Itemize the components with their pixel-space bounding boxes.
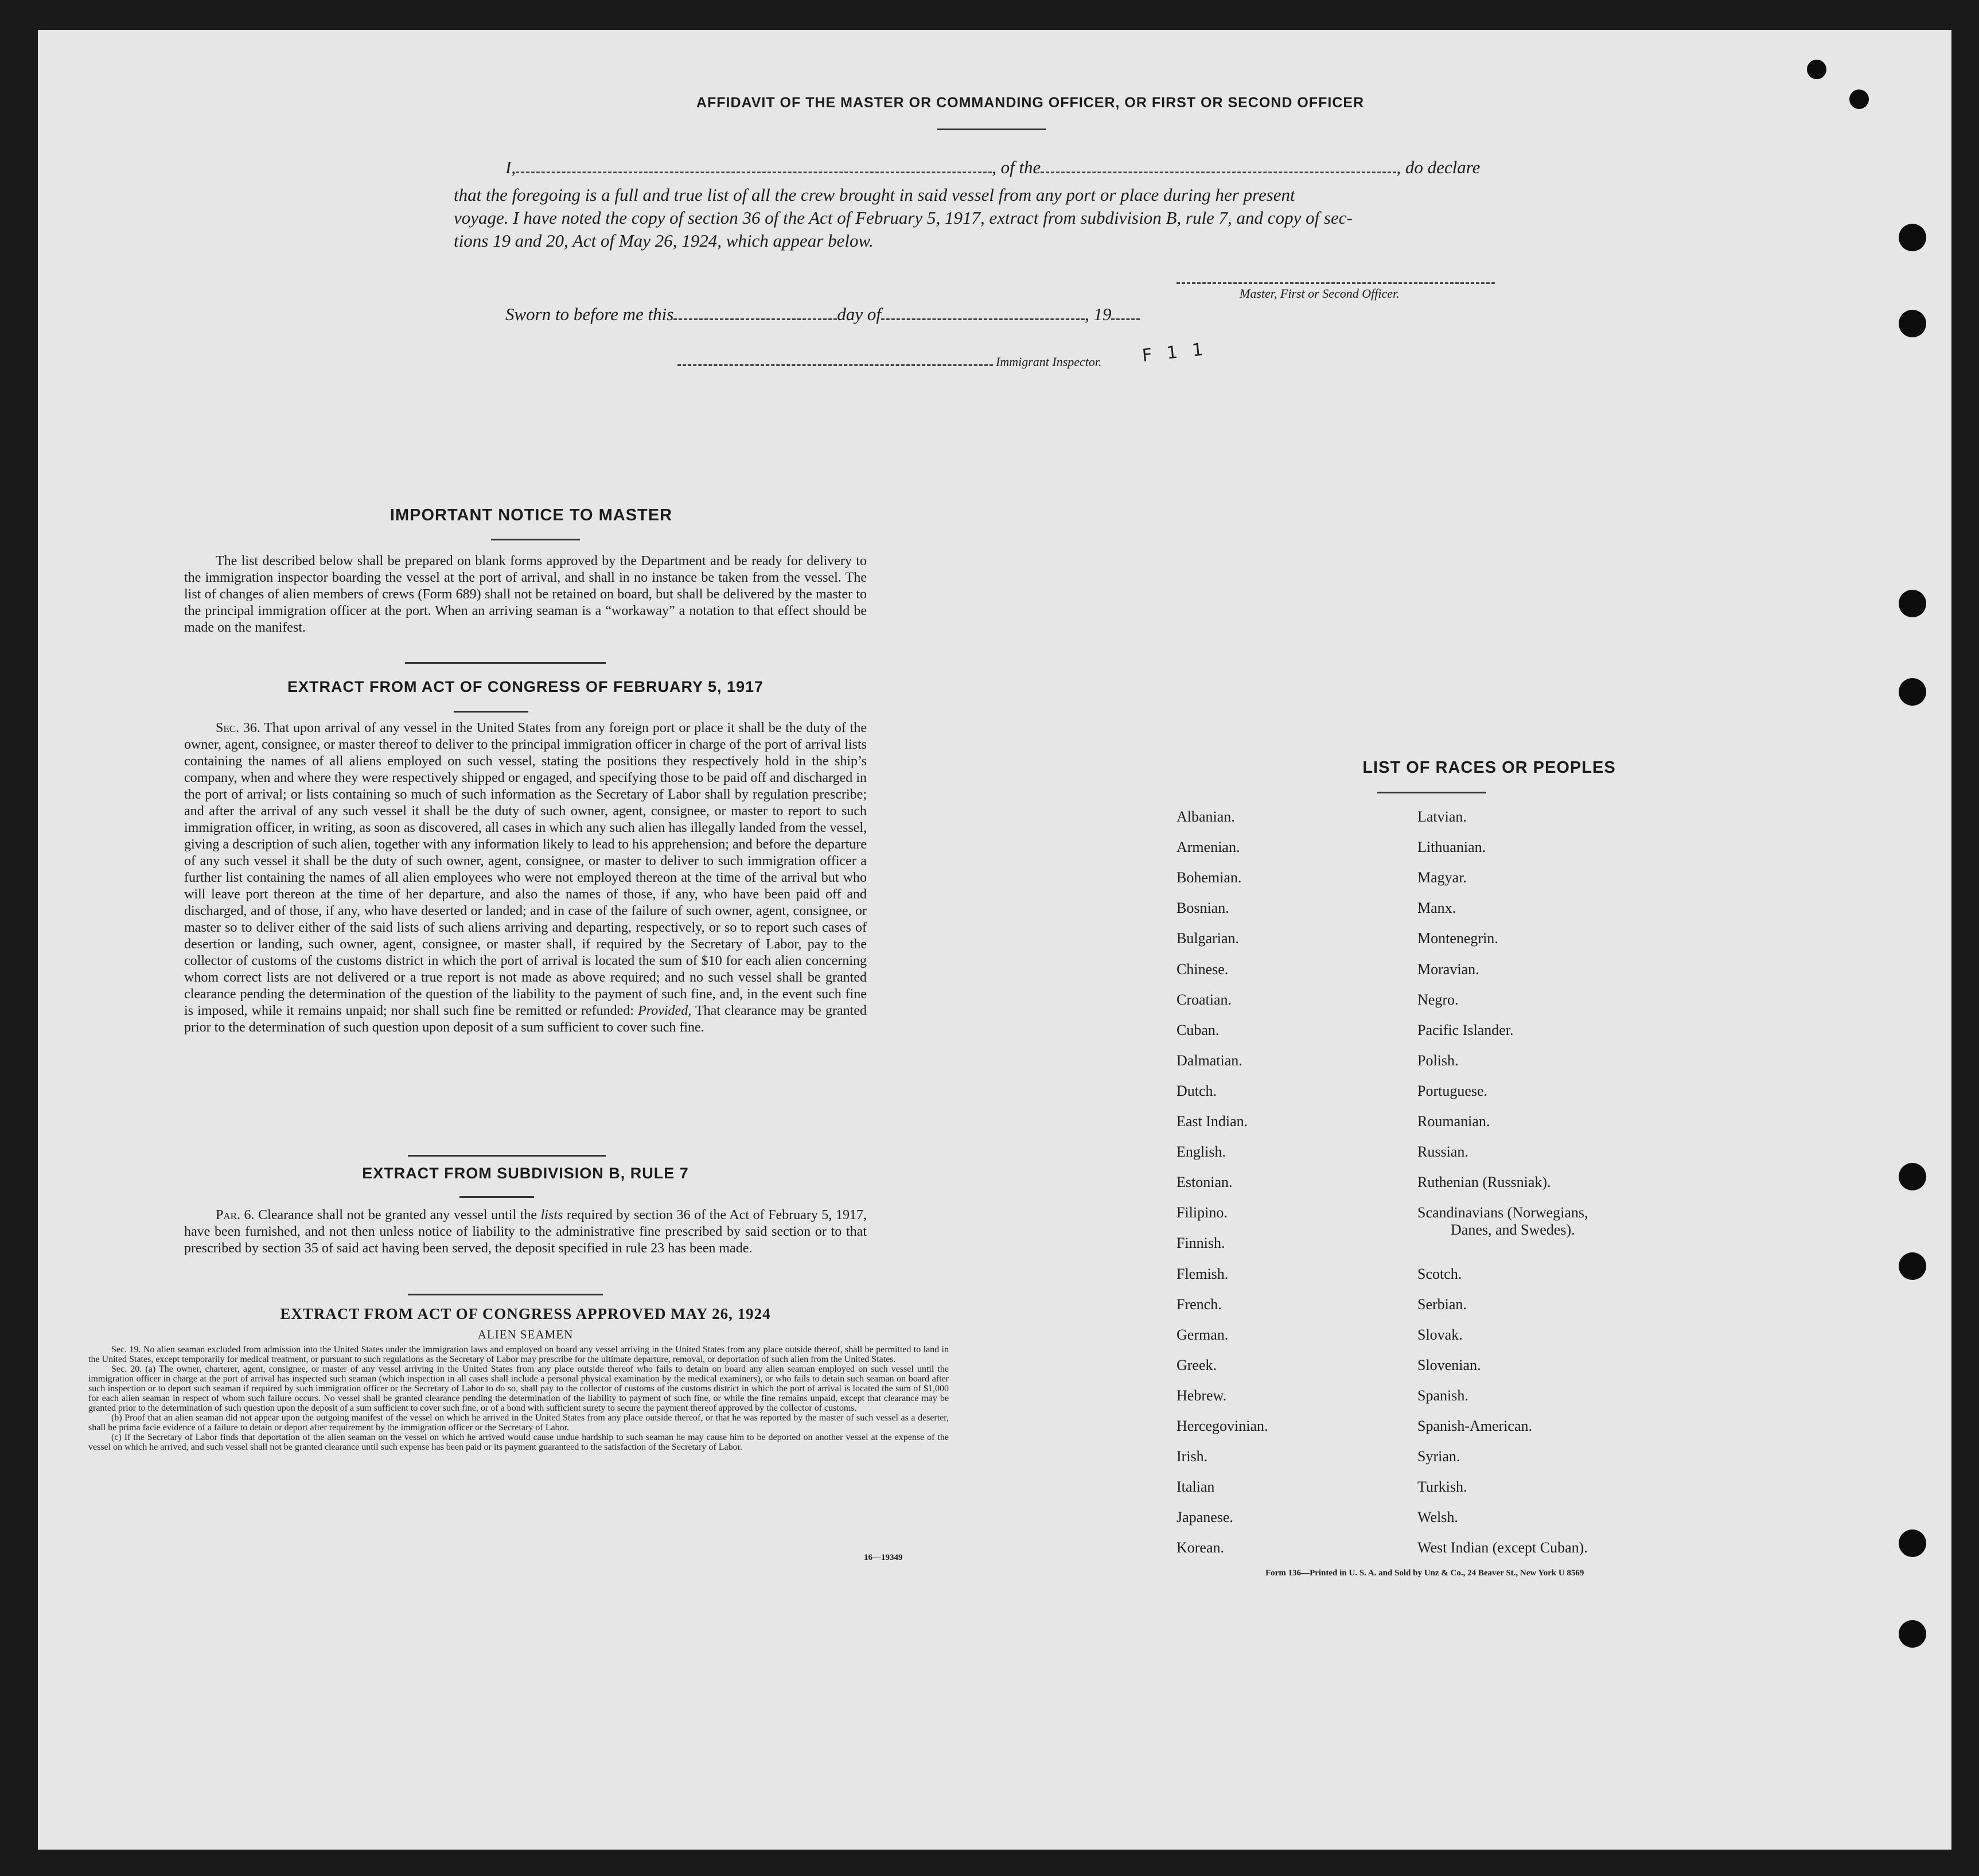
sec36-label: Sec. 36. xyxy=(216,721,260,735)
race-right-item: Pacific Islander. xyxy=(1417,1021,1514,1038)
declaration-text xyxy=(454,184,1567,252)
races-underline xyxy=(1377,792,1486,793)
race-right-item: Russian. xyxy=(1417,1143,1468,1161)
race-left-item: Dalmatian. xyxy=(1177,1052,1242,1069)
race-left-item: French. xyxy=(1177,1295,1222,1313)
race-right-item: Turkish. xyxy=(1417,1478,1467,1496)
race-left-item: German. xyxy=(1177,1326,1229,1343)
race-left-item: Greek. xyxy=(1177,1356,1217,1373)
binder-hole-3 xyxy=(1899,224,1926,251)
race-right-item: Latvian. xyxy=(1417,808,1467,825)
race-left-item: English. xyxy=(1177,1143,1226,1161)
extract1924-title: EXTRACT FROM ACT OF CONGRESS APPROVED MAY 26, 1924 xyxy=(280,1305,771,1322)
race-left-item: Finnish. xyxy=(1177,1235,1225,1252)
race-left-item: Cuban. xyxy=(1177,1021,1220,1038)
notice-underline xyxy=(491,539,580,540)
do-declare-label: , do declare xyxy=(1396,157,1481,177)
race-left-item: Italian xyxy=(1177,1478,1215,1496)
race-left-item: Croatian. xyxy=(1177,991,1232,1008)
rule7-title: EXTRACT FROM SUBDIVISION B, RULE 7 xyxy=(362,1165,689,1182)
declaration-text-line2: voyage. I have noted the copy of section 36 of the Act of February 5, 1917, extract from subdivision B, rule 7, and copy of sec- xyxy=(454,208,1353,228)
rule7-text-2: required by section 36 of the Act of February 5, 1917, have been furnished, and not then unless notice of liability to the administrative fine prescribed by said section or to that prescribed by section 35 of said act having been served, the deposit specified in rule 23 has been made. xyxy=(184,1208,867,1256)
race-left-item: Bohemian. xyxy=(1177,869,1242,886)
notice-body-text: The list described below shall be prepared on blank forms approved by the Department and be ready for delivery to the immigration inspector boarding the vessel at the port of arrival, and shall in no instance be taken from the vessel. The list of changes of alien members of crews (Form 689) shall not be retained on board, but shall be delivered by the master to the principal immigration officer at the port. When an arriving seaman is a “workaway” a notation to that effect should be made on the manifest. xyxy=(184,554,867,635)
i-label: I, xyxy=(505,157,516,177)
sec20a-text: Sec. 20. (a) The owner, charterer, agent, consignee, or master of any vessel arriving in the United States from any place outside thereof who fails to detain on board any alien seaman employed on such vessel until the immigration officer in charge at the port of arrival has inspected such seaman (which inspection in all cases shall include a personal physical examination by the medical examiners), or who fails to detain such seaman on board after such inspection or to deport such seaman if required by such immigration officer or the Secretary of Labor to do so, shall pay to the collector of customs of the customs district in which the port of arrival is located the sum of $1,000 for each alien seaman in respect of whom such failure occurs. No vessel shall be granted clearance pending the determination of the liability to payment of such fine, or while the fine remains unpaid, except that clearance may be granted prior to the determination of such question upon the deposit of a sum sufficient to cover such fine, or of a bond with sufficient surety to secure the payment thereof approved by the collector of customs. xyxy=(88,1364,949,1413)
day-of-label: day of xyxy=(837,304,881,324)
race-left-item: Korean. xyxy=(1177,1539,1225,1556)
binder-hole-1 xyxy=(1807,60,1826,79)
rule7-divider xyxy=(408,1294,603,1295)
race-left-item: Estonian. xyxy=(1177,1174,1233,1191)
vessel-blank[interactable] xyxy=(1041,172,1396,173)
race-left-item: Hercegovinian. xyxy=(1177,1418,1268,1434)
sworn-day-blank[interactable] xyxy=(673,318,837,320)
sec19-text: Sec. 19. No alien seaman excluded from admission into the United States under the immigration laws and employed on board any vessel arriving in the United States from any place outside thereof, shall be permitted to land in the United States, except temporarily for medical treatment, or pursuant to such regulations as the Secretary of Labor may prescribe for the ultimate departure, removal, or deportation of such alien from the United States. xyxy=(88,1345,949,1364)
extract1917-body xyxy=(184,720,867,1036)
binder-hole-4 xyxy=(1899,310,1926,337)
sworn-line xyxy=(505,304,1140,325)
affidavit-title: AFFIDAVIT OF THE MASTER OR COMMANDING OFFICER, OR FIRST OR SECOND OFFICER xyxy=(696,95,1365,111)
race-left-item: East Indian. xyxy=(1177,1113,1248,1130)
par6-label: Par. 6. xyxy=(216,1208,255,1223)
of-the-label: , of the xyxy=(992,157,1041,177)
sec36-end-text: That clearance may be granted prior to the determination of such question upon deposit of a sum sufficient to cover such fine. xyxy=(184,1003,867,1035)
race-left-item: Albanian. xyxy=(1177,808,1235,825)
lists-word: lists xyxy=(540,1208,563,1223)
race-left-item: Irish. xyxy=(1177,1448,1208,1465)
notice-title: IMPORTANT NOTICE TO MASTER xyxy=(389,506,673,524)
race-right-item: Syrian. xyxy=(1417,1448,1460,1465)
master-signature-label: Master, First or Second Officer. xyxy=(1240,286,1400,301)
form-code: 16—19349 xyxy=(864,1553,903,1562)
race-right-item: Moravian. xyxy=(1417,960,1479,978)
race-right-item: Portuguese. xyxy=(1417,1082,1488,1099)
binder-hole-7 xyxy=(1899,1163,1926,1190)
inspector-label: Immigrant Inspector. xyxy=(996,355,1102,369)
provided-label: Provided, xyxy=(638,1003,692,1018)
race-right-item: Spanish-American. xyxy=(1417,1418,1533,1434)
alien-seamen-subtitle: ALIEN SEAMEN xyxy=(477,1328,574,1341)
title-underline xyxy=(937,129,1046,130)
race-right-item: Welsh. xyxy=(1417,1509,1458,1526)
race-right-item: Scandinavians (Norwegians, xyxy=(1417,1204,1588,1221)
race-left-item: Bosnian. xyxy=(1177,900,1229,917)
race-right-item: Danes, and Swedes). xyxy=(1451,1221,1575,1239)
declaration-line xyxy=(505,157,1567,178)
race-right-item: Ruthenian (Russniak). xyxy=(1417,1174,1551,1191)
rule7-underline xyxy=(459,1196,534,1198)
inspector-signature-line[interactable] xyxy=(677,364,993,366)
race-right-item: Lithuanian. xyxy=(1417,839,1486,856)
race-left-item: Armenian. xyxy=(1177,839,1240,856)
binder-hole-2 xyxy=(1849,89,1869,109)
handwritten-mark xyxy=(1141,339,1209,366)
race-right-item: Spanish. xyxy=(1417,1387,1468,1404)
year-label: , 19 xyxy=(1084,304,1112,324)
master-signature-line[interactable] xyxy=(1177,282,1495,284)
race-right-item: Roumanian. xyxy=(1417,1113,1490,1130)
extract1917-title: EXTRACT FROM ACT OF CONGRESS OF FEBRUARY 5, 1917 xyxy=(287,678,764,695)
race-left-item: Dutch. xyxy=(1177,1082,1217,1099)
printer-footer: Form 136—Printed in U. S. A. and Sold by Unz & Co., 24 Beaver St., New York U 8569 xyxy=(1265,1568,1584,1578)
binder-hole-8 xyxy=(1899,1252,1926,1280)
race-right-item: Negro. xyxy=(1417,991,1459,1008)
race-left-item: Hebrew. xyxy=(1177,1387,1227,1404)
race-left-item: Filipino. xyxy=(1177,1204,1228,1221)
race-right-item: Serbian. xyxy=(1417,1295,1467,1313)
form-page xyxy=(38,30,1951,1850)
name-blank[interactable] xyxy=(516,172,992,173)
sec36-text: That upon arrival of any vessel in the United States from any foreign port or place it shall be the duty of the owner, agent, consignee, or master thereof to deliver to the principal immigration officer in charge of the port of arrival lists containing the names of all aliens employed on such vessel, stating the positions they respectively hold in the ship’s company, when and where they were respectively shipped or engaged, and specifying those to be paid off and discharged in the port of arrival; or lists containing so much of such information as the Secretary of Labor shall by regulation prescribe; and after the arrival of any such vessel it shall be the duty of such owner, agent, consignee, or master to report to such immigration officer, in writing, as soon as discovered, all cases in which any such alien has illegally landed from the vessel, giving a description of such alien, together with any information likely to lead to his apprehension; and before the departure of any such vessel it shall be the duty of such owner, agent, consignee, or master to deliver to such immigration officer a further list containing the names of all alien employees who were not employed thereon at the time of the arrival but who will leave port thereon at the time of her departure, and also the names of those, if any, who have been paid off and discharged, and of those, if any, who have deserted or landed; and in case of the failure of such owner, agent, consignee, or master so to deliver either of the said lists of such aliens arriving and departing, respectively, or so to report such cases of desertion or landing, such owner, agent, consignee, or master shall, if required by the Secretary of Labor, pay to the collector of customs of the customs district in which the port of arrival is located the sum of $10 for each alien concerning whom correct lists are not delivered or a true report is not made as above required; and no such vessel shall be granted clearance pending the determination of the question of the liability to the payment of such fine, and, in the event such fine is imposed, while it remains unpaid; nor shall such fine be remitted or refunded: xyxy=(184,721,867,1018)
race-right-item: Polish. xyxy=(1417,1052,1459,1069)
sworn-month-blank[interactable] xyxy=(881,318,1085,320)
race-right-item: Scotch. xyxy=(1417,1265,1462,1282)
notice-divider xyxy=(405,662,606,664)
race-left-item: Flemish. xyxy=(1177,1265,1229,1282)
binder-hole-9 xyxy=(1899,1529,1926,1557)
extract1917-underline xyxy=(454,711,528,713)
handwritten-mark-text: F 1 1 xyxy=(1141,339,1209,366)
race-left-item: Chinese. xyxy=(1177,960,1229,978)
race-right-item: Magyar. xyxy=(1417,869,1467,886)
race-right-item: Manx. xyxy=(1417,900,1456,917)
sworn-year-blank[interactable] xyxy=(1111,318,1140,320)
race-right-item: West Indian (except Cuban). xyxy=(1417,1539,1588,1556)
notice-body xyxy=(184,553,867,636)
declaration-text-line1: that the foregoing is a full and true list of all the crew brought in said vessel from any port or place during her present xyxy=(454,185,1295,205)
extract1917-divider xyxy=(408,1155,606,1157)
race-right-item: Slovenian. xyxy=(1417,1356,1481,1373)
race-left-item: Japanese. xyxy=(1177,1509,1233,1526)
rule7-body xyxy=(184,1207,867,1257)
race-left-item: Bulgarian. xyxy=(1177,930,1240,947)
binder-hole-10 xyxy=(1899,1620,1926,1648)
sworn-label: Sworn to before me this xyxy=(505,304,674,324)
sec20b-text: (b) Proof that an alien seaman did not appear upon the outgoing manifest of the vessel on which he arrived in the United States from any place outside thereof, or that he was reported by the master of such vessel as a deserter, shall be prima facie evidence of a failure to detain or deport after requirement by the immigration officer or the Secretary of Labor. xyxy=(88,1413,949,1433)
extract1924-body xyxy=(88,1345,949,1452)
binder-hole-5 xyxy=(1899,590,1926,617)
declaration-text-line3: tions 19 and 20, Act of May 26, 1924, which appear below. xyxy=(454,231,874,251)
binder-hole-6 xyxy=(1899,678,1926,706)
sec20c-text: (c) If the Secretary of Labor finds that deportation of the alien seaman on the vessel on which he arrived would cause undue hardship to such seaman he may cause him to be deported on another vessel at the expense of the vessel on which he arrived, and such vessel shall not be granted clearance until such expense has been paid or its payment guaranteed to the satisfaction of the Secretary of Labor. xyxy=(88,1433,949,1452)
races-title: LIST OF RACES OR PEOPLES xyxy=(1362,758,1616,777)
race-right-item: Montenegrin. xyxy=(1417,930,1498,947)
race-right-item: Slovak. xyxy=(1417,1326,1463,1343)
rule7-text-1: Clearance shall not be granted any vessel until the xyxy=(258,1208,537,1223)
